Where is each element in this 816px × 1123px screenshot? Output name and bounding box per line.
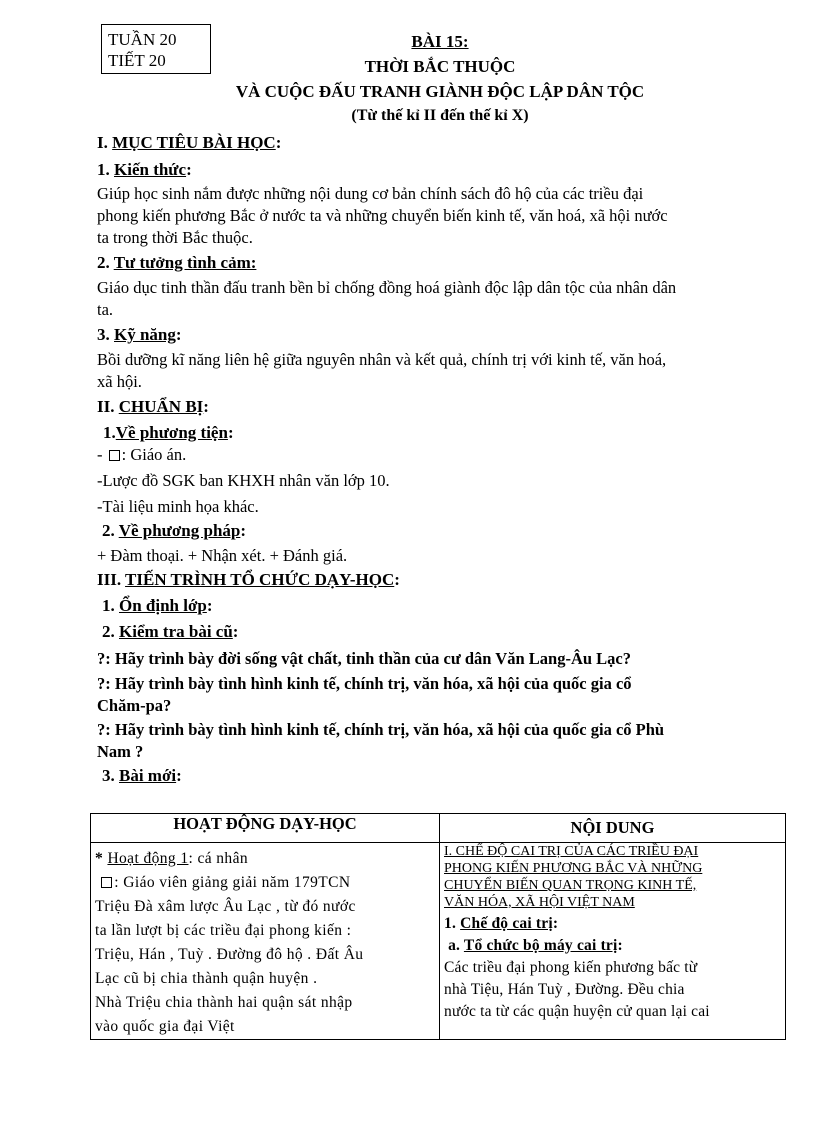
section-1-heading: I. MỤC TIÊU BÀI HỌC: (97, 133, 282, 152)
content-cell (440, 843, 786, 1040)
title-line-1: THỜI BẮC THUỘC (364, 57, 516, 76)
content-section-title: I. CHẾ ĐỘ CAI TRỊ CỦA CÁC TRIỀU ĐẠI PHONG KIẾN PHƯƠNG BẮC VÀ NHỮNG CHUYỂN BIẾN QUAN TRỌNG KINH TẾ, VĂN HÓA, XÃ HỘI VIỆT NAM (444, 844, 703, 910)
title-line-2: VÀ CUỘC ĐẤU TRANH GIÀNH ĐỘC LẬP DÂN TỘC (235, 82, 645, 101)
new-lesson-heading: 3. Bài mới: (102, 766, 182, 785)
checkbox-square-icon (101, 877, 112, 888)
activity-line: ta lần lượt bị các triều đại phong kiến : (95, 922, 352, 939)
table-header-row (91, 814, 786, 843)
means-heading: 1.Về phương tiện: (103, 423, 234, 442)
means-item-1: - : Giáo án. (97, 445, 187, 464)
activity-title: * Hoạt động 1: cá nhân (95, 850, 249, 867)
period-label: TIẾT 20 (108, 51, 166, 70)
activity-line: Lạc cũ bị chia thành quận huyện . (95, 970, 318, 987)
method-heading: 2. Về phương pháp: (102, 521, 247, 540)
question-3: ?: Hãy trình bày tình hình kinh tế, chính trị, văn hóa, xã hội của quốc gia cổ Phù Nam ? (97, 720, 665, 761)
knowledge-text: Giúp học sinh nắm được những nội dung cơ bản chính sách đô hộ của các triều đại phong kiến phương Bắc ở nước ta và những chuyển biến kinh tế, văn hoá, xã hội nước ta trong thời Bắc thuộc. (97, 184, 668, 247)
activity-line: vào quốc gia đại Việt (95, 1018, 235, 1035)
week-label: TUẦN 20 (108, 30, 177, 49)
attitude-text: Giáo dục tinh thần đấu tranh bền bỉ chống đồng hoá giành độc lập dân tộc của nhân dân ta. (97, 278, 677, 319)
section-2-heading: II. CHUẨN BỊ: (97, 397, 209, 416)
content-line: nước ta từ các quận huyện cử quan lại cai (444, 1003, 710, 1020)
skills-heading: 3. Kỹ năng: (97, 325, 182, 344)
section-3-heading: III. TIẾN TRÌNH TỔ CHỨC DẠY-HỌC: (97, 570, 400, 589)
attitude-heading: 2. Tư tưởng tình cảm: (97, 253, 257, 272)
table-row (91, 843, 786, 1040)
activity-line: Nhà Triệu chia thành hai quận sát nhập (95, 994, 353, 1011)
class-stabilize-heading: 1. Ổn định lớp: (102, 596, 213, 615)
skills-text: Bồi dưỡng kĩ năng liên hệ giữa nguyên nhân và kết quả, chính trị với kinh tế, văn hoá, xã hội. (97, 350, 667, 391)
activity-line: Triệu Đà xâm lược Âu Lạc , từ đó nước (95, 898, 356, 915)
activity-line: : Giáo viên giảng giải năm 179TCN (95, 871, 435, 895)
knowledge-heading: 1. Kiến thức: (97, 160, 192, 179)
header-content: NỘI DUNG (440, 814, 786, 843)
activity-line: Triệu, Hán , Tuỳ . Đường đô hộ . Đất Âu (95, 946, 364, 963)
lesson-activity-table (90, 813, 786, 1040)
apparatus-heading: a. Tổ chức bộ máy cai trị: (448, 937, 623, 954)
method-text: + Đàm thoại. + Nhận xét. + Đánh giá. (97, 546, 348, 565)
means-item-3: -Tài liệu minh họa khác. (97, 497, 259, 516)
checkbox-square-icon (109, 450, 120, 461)
old-lesson-check-heading: 2. Kiểm tra bài cũ: (102, 622, 239, 641)
governance-heading: 1. Chế độ cai trị: (444, 915, 559, 932)
means-item-2: -Lược đồ SGK ban KHXH nhân văn lớp 10. (97, 471, 390, 490)
title-line-3: (Từ thế kỉ II đến thế kỉ X) (351, 107, 529, 124)
content-line: Các triều đại phong kiến phương bấc từ (444, 959, 698, 976)
lesson-number: BÀI 15: (411, 32, 469, 51)
header-teaching-activity: HOẠT ĐỘNG DẠY-HỌC (91, 814, 440, 843)
question-1: ?: Hãy trình bày đời sống vật chất, tinh thần của cư dân Văn Lang-Âu Lạc? (97, 649, 631, 668)
activity-cell (91, 843, 440, 1040)
content-line: nhà Tiệu, Hán Tuỳ , Đường. Đều chia (444, 981, 685, 998)
question-2: ?: Hãy trình bày tình hình kinh tế, chính trị, văn hóa, xã hội của quốc gia cổ Chăm-pa? (97, 674, 632, 715)
